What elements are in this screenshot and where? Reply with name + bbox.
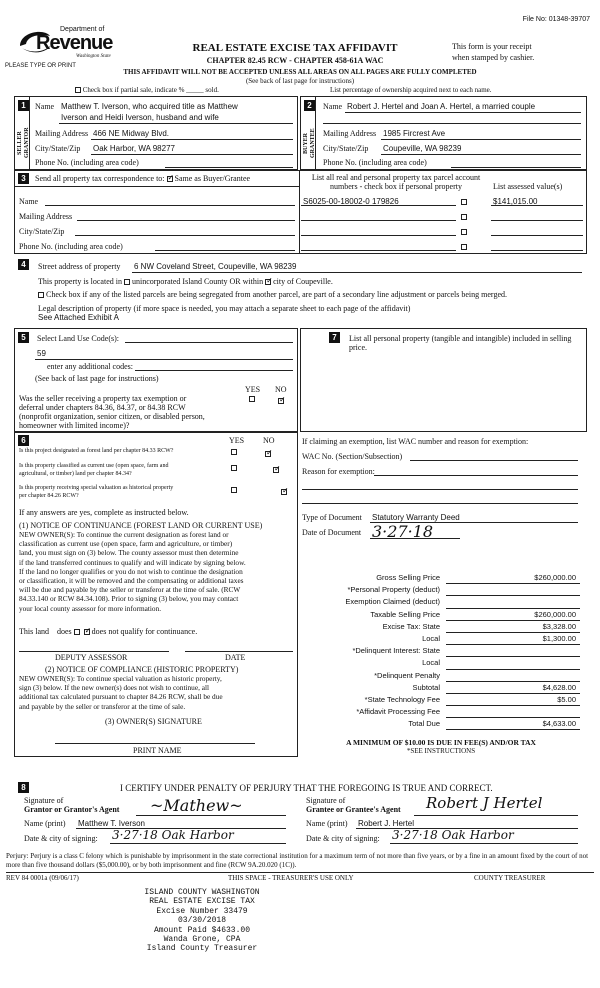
q6-historic-yes[interactable] xyxy=(231,487,237,493)
q6-forest-yes[interactable] xyxy=(231,449,237,455)
section-5-land-use: 5 Select Land Use Code(s): 59 enter any additional codes: (See back of last page for instructions) YES NO Was the seller receiving a property tax exemption or deferral under chapters 84.36, 84.37, or 84.38 RCW (nonprofit organization, senior citizen, or disabled person, homeowner with limited income)? ✓ xyxy=(14,328,298,432)
q6-forest-no[interactable] xyxy=(265,451,271,457)
grantee-print-name[interactable]: Robert J. Hertel xyxy=(358,819,415,828)
personal-property-checkbox-3[interactable] xyxy=(461,229,467,235)
section-2-buyer: 2 BUYER GRANTEE Name Robert J. Hertel and Joan A. Hertel, a married couple Mailing Address 1985 Fircrest Ave City/State/Zip Coupeville, WA 98239 Phone No. (including area code) xyxy=(300,96,587,170)
q6-historic-no[interactable] xyxy=(281,489,287,495)
form-subtitle: CHAPTER 82.45 RCW - CHAPTER 458-61A WAC xyxy=(206,56,384,65)
county-treasurer: COUNTY TREASURER xyxy=(474,874,546,882)
q6-current-use-no[interactable] xyxy=(273,467,279,473)
grantor-date-city[interactable]: 3·27·18 Oak Harbor xyxy=(112,828,234,842)
section-1-seller: 1 SELLER GRANTOR Name Matthew T. Iverson, who acquired title as Matthew Iverson and Heidi Iverson, husband and wife Mailing Address 466 NE Midway Blvd. City/State/Zip Oak Harbor, WA 98277 Phone No. (including area code) xyxy=(14,96,298,170)
form-title: REAL ESTATE EXCISE TAX AFFIDAVIT xyxy=(192,42,398,54)
tax-row-label: Total Due xyxy=(408,719,440,729)
tax-row xyxy=(302,657,580,669)
document-date[interactable]: 3·27·18 xyxy=(372,522,434,541)
tax-row-label: Gross Selling Price xyxy=(376,573,440,582)
tax-row xyxy=(302,670,580,682)
please-type: PLEASE TYPE OR PRINT xyxy=(5,63,76,69)
continuance-line: This land does ✓ does not qualify for continuance. xyxy=(19,627,197,636)
dor-logo: Department of Revenue Washington State xyxy=(14,24,124,68)
form-revision: REV 84 0001a (09/06/17) xyxy=(6,874,79,882)
segregated-checkbox[interactable] xyxy=(38,292,44,298)
tax-row xyxy=(302,706,580,718)
notice-1-text: NEW OWNER(S): To continue the current designation as forest land or classification as current use (open space, farm and agriculture, or timber) land, you must sign on (3) below. The county assessor must then determine if the land transferred continues to qualify and will indicate by signing below. If the land no longer qualifies or you do not wish to continue the designation or classification, it will be removed and the compensating or additional taxes will be due and payable by the seller or transferor at the time of sale. (RCW 84.33.140 or RCW 84.34.108). Prior to signing (3) below, you may contact your local county assessor for more information. xyxy=(19,530,246,613)
q5-yes-checkbox[interactable] xyxy=(249,396,255,402)
tax-row-label: Excise Tax: State xyxy=(382,621,440,631)
receipt-note-2: when stamped by cashier. xyxy=(452,53,535,62)
city-checkbox[interactable] xyxy=(265,279,271,285)
legal-description[interactable]: See Attached Exhibit A xyxy=(38,313,119,322)
buyer-city[interactable]: Coupeville, WA 98239 xyxy=(383,144,462,153)
section-7-personal-property: 7 List all personal property (tangible and intangible) included in selling price. xyxy=(300,328,587,432)
does-not-qualify-checkbox[interactable] xyxy=(84,629,90,635)
tax-row xyxy=(302,584,580,596)
notice-2-text: NEW OWNER(S): To continue special valuation as historic property, sign (3) below. If the new owner(s) does not wish to continue, all additional tax calculated pursuant to chapter 84.26 RCW, shall be due and payable by the seller or transferor at the time of sale. xyxy=(19,674,223,711)
buyer-name[interactable]: Robert J. Hertel and Joan A. Hertel, a married couple xyxy=(347,102,536,111)
treasurer-space: THIS SPACE - TREASURER'S USE ONLY xyxy=(228,874,354,882)
grantor-signature[interactable]: ~Mathew~ xyxy=(150,796,243,815)
land-use-code[interactable]: 59 xyxy=(37,349,46,358)
minimum-fee-note: A MINIMUM OF $10.00 IS DUE IN FEE(S) AND/OR TAX xyxy=(346,738,536,747)
tax-row xyxy=(302,609,580,621)
tax-row-label: *Delinquent Penalty xyxy=(374,670,440,680)
tax-row xyxy=(302,633,580,645)
partial-sale-checkbox[interactable] xyxy=(75,87,81,93)
tax-row xyxy=(302,621,580,633)
tax-row-label: *Delinquent Interest: State xyxy=(352,646,440,656)
q6-current-use-yes[interactable] xyxy=(231,465,237,471)
see-instructions: *SEE INSTRUCTIONS xyxy=(406,747,476,755)
treasurer-stamp: ISLAND COUNTY WASHINGTON REAL ESTATE EXCISE TAX Excise Number 33479 03/30/2018 Amount Paid $4633.00 Wanda Grone, CPA Island County Treasurer xyxy=(144,888,260,954)
unincorporated-checkbox[interactable] xyxy=(124,279,130,285)
same-as-buyer-checkbox[interactable] xyxy=(167,176,173,182)
assessed-value[interactable]: $141,015.00 xyxy=(493,197,538,206)
tax-row xyxy=(302,572,580,584)
file-number: File No: 01348-39707 xyxy=(522,16,590,23)
tax-row-value[interactable]: $260,000.00 xyxy=(534,609,576,619)
partial-sale[interactable]: Check box if partial sale, indicate % _____ sold. xyxy=(75,86,219,94)
does-qualify-checkbox[interactable] xyxy=(74,629,80,635)
ownership-note: List percentage of ownership acquired next to each name. xyxy=(330,86,492,94)
tax-row-value[interactable]: $3,328.00 xyxy=(542,621,576,631)
tax-row-label: Taxable Selling Price xyxy=(370,609,440,619)
seller-name-1[interactable]: Matthew T. Iverson, who acquired title as Matthew xyxy=(61,102,238,111)
certification: I CERTIFY UNDER PENALTY OF PERJURY THAT THE FOREGOING IS TRUE AND CORRECT. xyxy=(120,783,493,793)
tax-row-value[interactable]: $1,300.00 xyxy=(542,633,576,643)
grantee-date-city[interactable]: 3·27·18 Oak Harbor xyxy=(392,828,514,842)
tax-row-label: *Affidavit Processing Fee xyxy=(356,707,440,717)
tax-row-value[interactable]: $5.00 xyxy=(557,694,576,704)
warning: THIS AFFIDAVIT WILL NOT BE ACCEPTED UNLESS ALL AREAS ON ALL PAGES ARE FULLY COMPLETED xyxy=(123,68,477,76)
receipt-note-1: This form is your receipt xyxy=(452,42,532,51)
tax-row-value[interactable]: $4,628.00 xyxy=(542,682,576,692)
property-location: This property is located in unincorporated Island County OR within ✓ city of Coupeville. xyxy=(38,277,333,286)
see-back: (See back of last page for instructions) xyxy=(245,77,355,85)
personal-property-checkbox-4[interactable] xyxy=(461,244,467,250)
tax-row-label: *State Technology Fee xyxy=(364,694,440,704)
tax-row xyxy=(302,682,580,694)
tax-row xyxy=(302,596,580,608)
personal-property-checkbox-2[interactable] xyxy=(461,214,467,220)
seller-address[interactable]: 466 NE Midway Blvd. xyxy=(93,129,170,138)
tax-row-label: *Personal Property (deduct) xyxy=(347,585,440,595)
property-street-address[interactable]: 6 NW Coveland Street, Coupeville, WA 98239 xyxy=(134,262,297,271)
parcel-number[interactable]: S6025-00-18002-0 179826 xyxy=(303,197,399,206)
personal-property-checkbox-1[interactable] xyxy=(461,199,467,205)
grantee-signature[interactable]: Robert J Hertel xyxy=(426,794,543,812)
tax-row-value[interactable]: $4,633.00 xyxy=(542,719,576,729)
buyer-address[interactable]: 1985 Fircrest Ave xyxy=(383,129,446,138)
tax-row-label: Subtotal xyxy=(412,682,440,692)
tax-row xyxy=(302,694,580,706)
grantor-print-name[interactable]: Matthew T. Iverson xyxy=(78,819,145,828)
tax-row-label: Local xyxy=(422,658,440,668)
segregated-note[interactable]: Check box if any of the listed parcels are being segregated from another parcel, are part of a secondary line adjustment or parcels being merged. xyxy=(38,290,507,299)
section-3-correspondence: 3 Send all property tax correspondence to: ✓ Same as Buyer/Grantee Name Mailing Address City/State/Zip Phone No. (including area code) List all real and personal property tax parcel account numbers - check box if personal property List assessed value(s) S6025-00-18002-0 179826 $141,015.00 xyxy=(14,170,587,254)
q5-no-checkbox[interactable] xyxy=(278,398,284,404)
tax-row xyxy=(302,718,580,730)
tax-row xyxy=(302,645,580,657)
seller-name-2[interactable]: Iverson and Heidi Iverson, husband and wife xyxy=(61,113,219,122)
tax-calculation-table xyxy=(302,572,580,730)
seller-city[interactable]: Oak Harbor, WA 98277 xyxy=(93,144,175,153)
perjury-statement: Perjury: Perjury is a class C felony which is punishable by imprisonment in the state correctional institution for a maximum term of not more than five years, or by a fine in an amount fixed by the court of not more than five thousand dollars ($5,000.00), or by both imprisonment and fine (RCW 9A.20.020 (1C)). xyxy=(6,852,589,869)
tax-row-label: Local xyxy=(422,633,440,643)
tax-row-value[interactable]: $260,000.00 xyxy=(534,573,576,582)
section-6-land-designation: 6 YES NO Is this project designated as forest land per chapter 84.33 RCW? ✓ Is this property classified as current use (open space, farm and agricultural, or timber) land per chapter 84.34? ✓ Is this property receiving special valuation as historical property per chapter 84.26 RCW? ✓ If any answers are yes, complete as instructed below. (1) NOTICE OF CONTINUANCE (FOREST LAND OR CURRENT USE) NEW OWNER(S): To continue the current designation as forest land or classification as current use (open space, farm and agriculture, or timber) land, you must sign on (3) below. The county assessor must then determine if the land transferred continues to qualify and will indicate by signing below. If the land no longer qualifies or you do not wish to continue the designation or classification, it will be removed and the compensating or additional taxes will be due and payable by the seller or transferor at the time of sale. (RCW 84.33.140 or RCW 84.34.108). Prior to signing (3) below, you may contact your local county assessor for more information. This land does ✓ does not qualify for continuance. DEPUTY ASSESSOR DATE (2) NOTICE OF COMPLIANCE (HISTORIC PROPERTY) NEW OWNER(S): To continue special valuation as historic property, sign (3) below. If the new owner(s) does not wish to continue, all additional tax calculated pursuant to chapter 84.26 RCW, shall be due and payable by the seller or transferor at the time of sale. (3) OWNER(S) SIGNATURE PRINT NAME xyxy=(14,432,298,757)
document-type[interactable]: Statutory Warranty Deed xyxy=(372,513,460,522)
tax-row-label: Exemption Claimed (deduct) xyxy=(345,597,440,607)
